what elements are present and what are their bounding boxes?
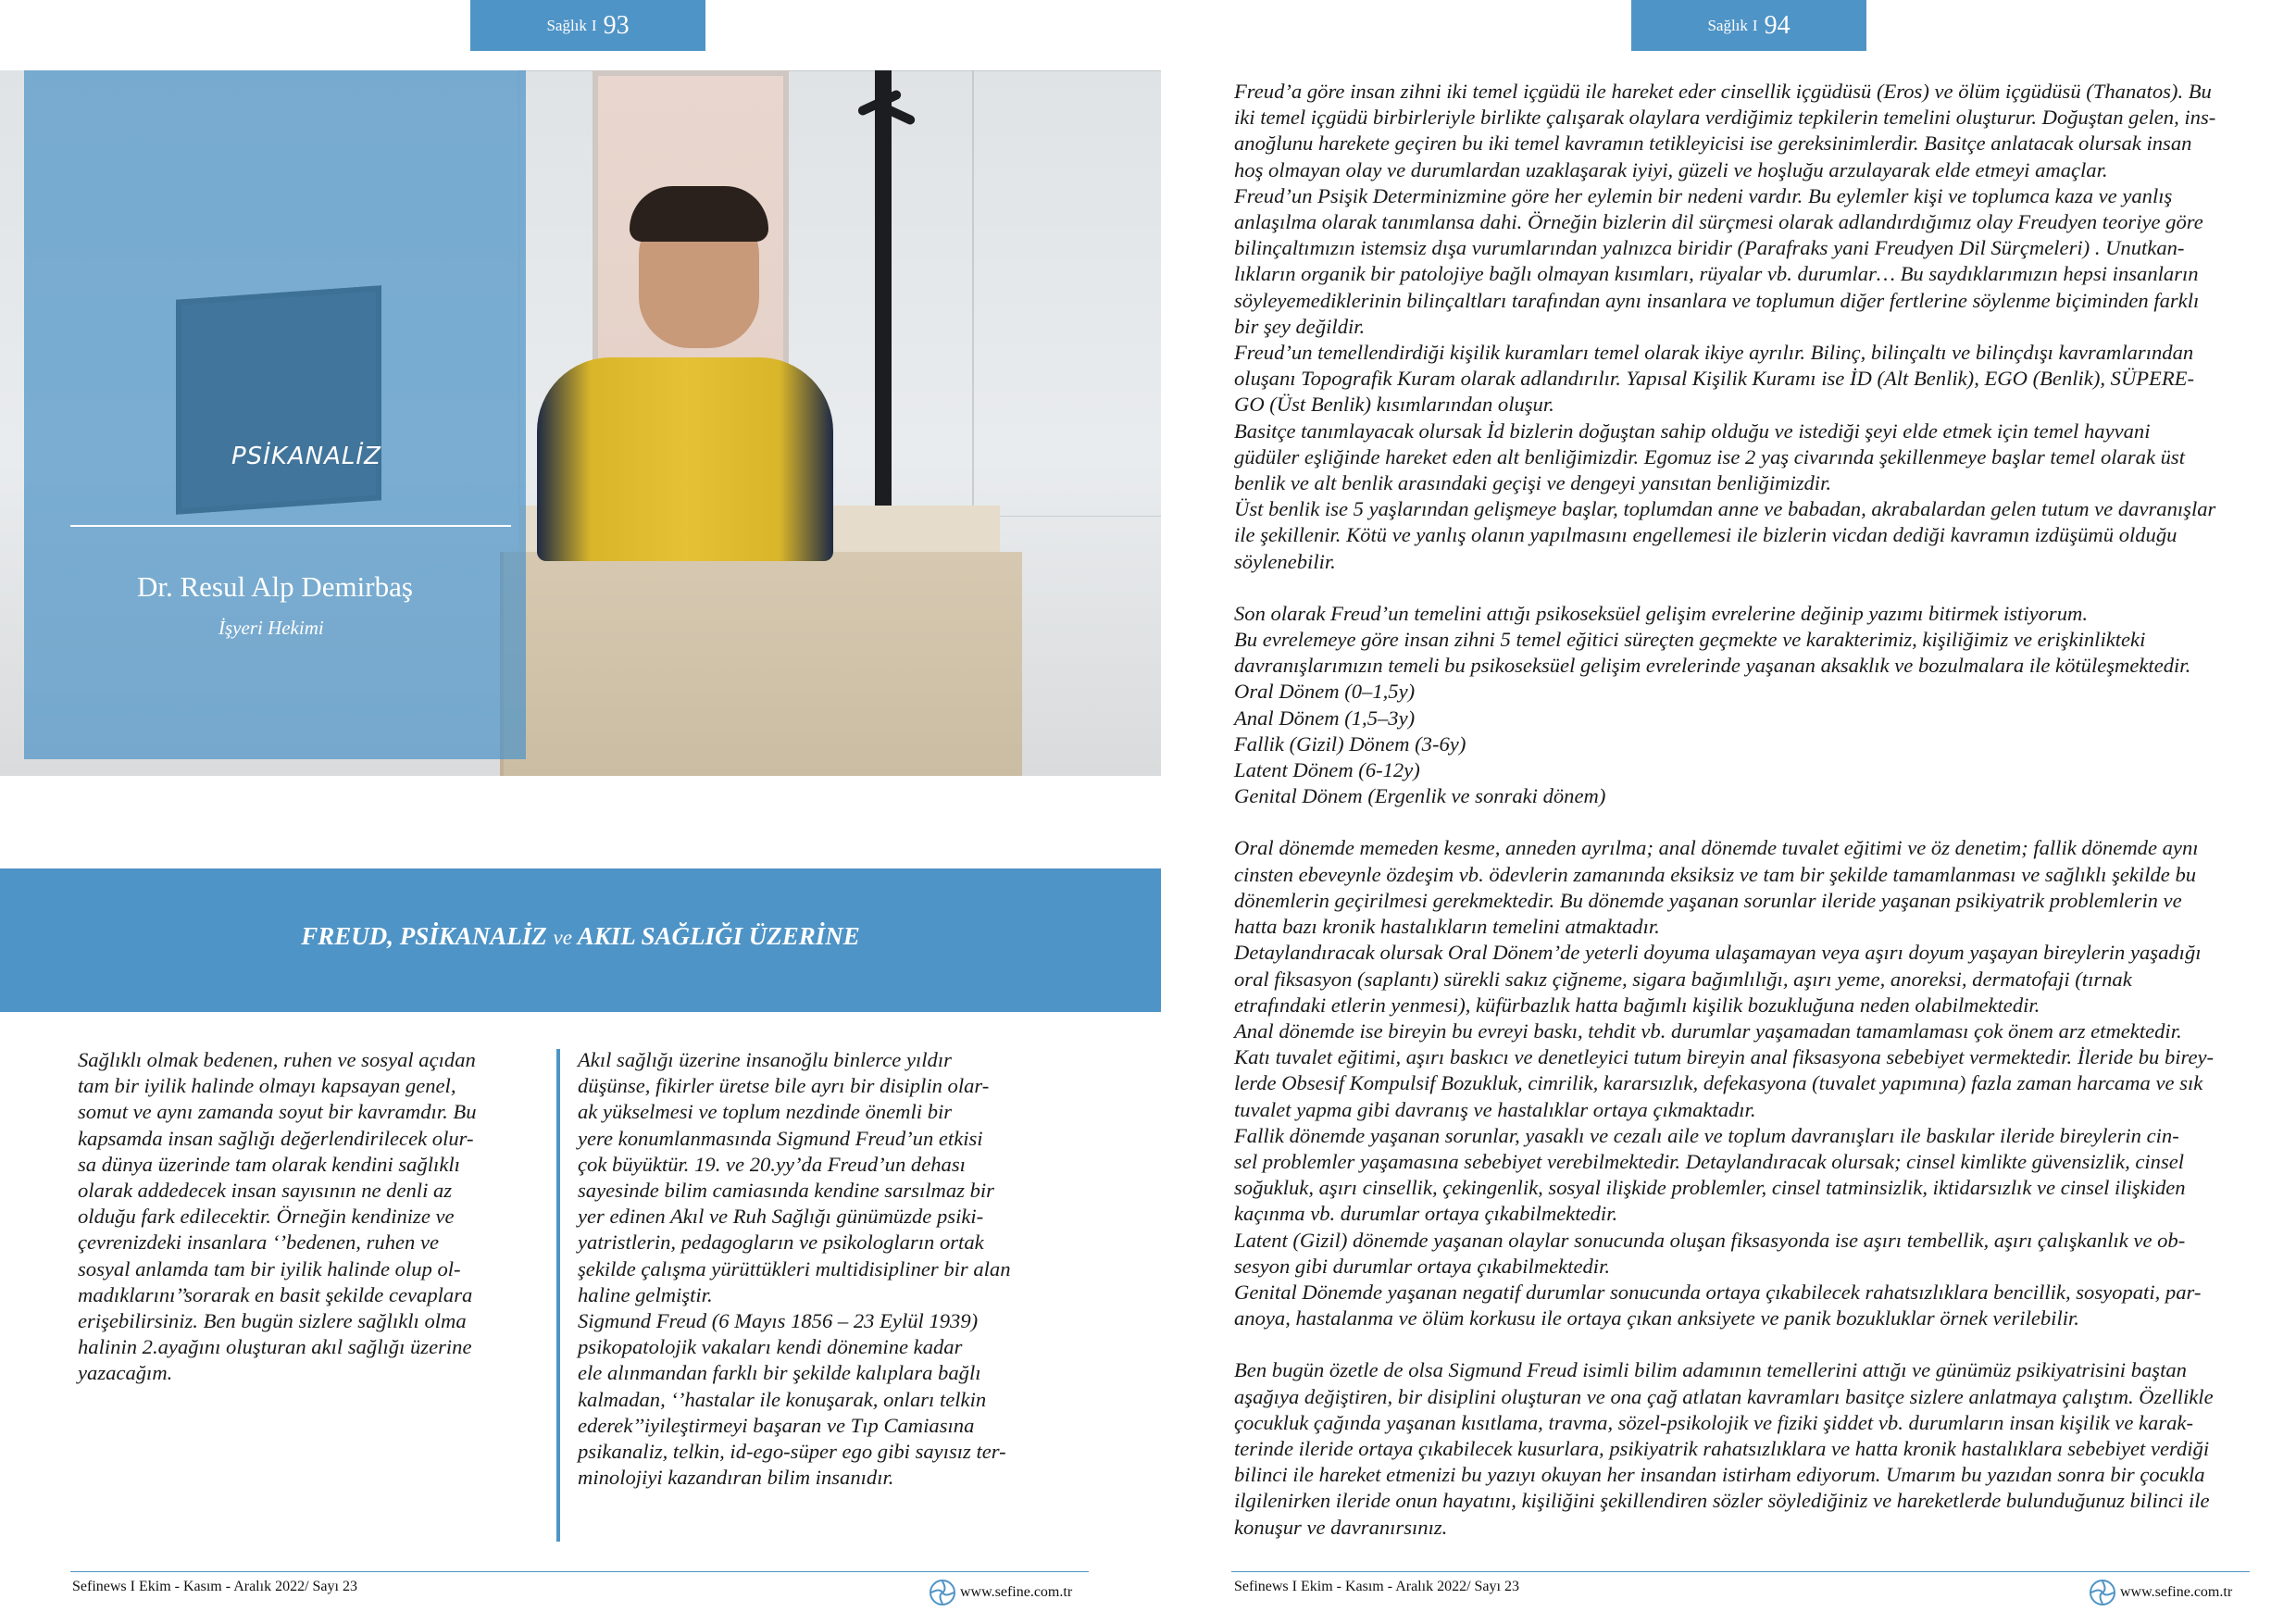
website-link[interactable]: www.sefine.com.tr xyxy=(2120,1584,2233,1600)
text-line: söyleyemediklerinin bilinçaltları tarafından aynı insanlara ve toplumun diğer fertlerine söylenme biçiminden farklı xyxy=(1234,288,2200,312)
body-column-3 xyxy=(1234,79,2252,1541)
text-line: kaçınma vb. durumlar ortaya çıkabilmektedir. xyxy=(1234,1202,1618,1226)
divider xyxy=(70,525,511,527)
text-line: Detaylandıracak olursak Oral Dönem’de yeterli doyuma ulaşamayan veya aşırı doyum yaşayan bireylerin yaşadığı xyxy=(1234,941,2202,965)
text-line: lerde Obsesif Kompulsif Bozukluk, cimrilik, kararsızlık, defekasyona (tuvalet yapımına) fazla zaman harcama ve sık xyxy=(1234,1071,2203,1095)
text-line: olduğu fark edilecektir. Örneğin kendinize ve xyxy=(78,1205,455,1229)
text-line: anlaşılma olarak tanımlansa dahi. Örneğin bizlerin dil sürçmesi olarak adlandırdığımız olay Freudyen teoriye göre xyxy=(1234,210,2203,234)
paragraph-gap xyxy=(1234,575,2252,601)
footer-url-right[interactable] xyxy=(2089,1579,2232,1606)
text-line: GO (Üst Benlik) kısımlarından oluşur. xyxy=(1234,393,1554,417)
text-line: ederek’’iyileştirmeyi başaran ve Tıp Camiasına xyxy=(578,1413,975,1437)
page-header-left xyxy=(470,0,705,51)
text-line: lıkların organik bir patolojiye bağlı olmayan kısımları, rüyalar vb. durumlar… Bu saydıklarımızın hepsi insanların xyxy=(1234,262,2199,286)
text-line: söylenebilir. xyxy=(1234,549,1336,573)
text-line: yere konumlanmasında Sigmund Freud’un etkisi xyxy=(578,1126,983,1150)
text-line: çocukluk çağında yaşanan kısıtlama, travma, sözel-psikolojik ve fiziki şiddet vb. durumların insan kişilik ve karak- xyxy=(1234,1410,2193,1434)
header-separator: I xyxy=(591,16,597,34)
page-number: 94 xyxy=(1764,10,1791,40)
footer-left xyxy=(72,1579,357,1595)
text-line: Anal Dönem (1,5–3y) xyxy=(1234,706,1416,730)
text-line: yatristlerin, pedagogların ve psikologların ortak xyxy=(578,1230,984,1255)
text-line: etrafındaki etlerin yenmesi), küfürbazlık hatta bağımlı kişilik bozukluğuna neden olabilmektedir. xyxy=(1234,993,2040,1017)
text-line: anoya, hastalanma ve ölüm korkusu ile ortaya çıkan anksiyete ve panik bozukluklar örnek verilebilir. xyxy=(1234,1306,2079,1330)
text-line: düşünse, fikirler üretse bile ayrı bir disiplin olar- xyxy=(578,1074,990,1098)
footer-right xyxy=(1234,1579,1519,1595)
text-line: Oral dönemde memeden kesme, anneden ayrılma; anal dönemde tuvalet eğitimi ve öz denetim; fallik dönemde aynı xyxy=(1234,836,2199,860)
footer-rule xyxy=(1231,1571,2250,1572)
text-line: Freud’un temellendirdiği kişilik kuramları temel olarak ikiye ayrılır. Bilinç, bilinçaltı ve bilinçdışı kavramlarından xyxy=(1234,341,2194,365)
sefine-logo-icon xyxy=(929,1579,956,1606)
text-line: hoş olmayan olay ve durumlardan uzaklaşarak iyiyi, güzeli ve hoşluğu arzulayarak elde etmeyi amaçlar. xyxy=(1234,157,2108,181)
text-line: Akıl sağlığı üzerine insanoğlu binlerce yıldır xyxy=(578,1048,952,1071)
text-line: ele alınmandan farklı bir şekilde kalıplara bağlı xyxy=(578,1361,981,1385)
page-header-right xyxy=(1631,0,1866,51)
text-line: Basitçe tanımlayacak olursak İd bizlerin doğuştan sahip olduğu ve istediği şeyi elde etmek için temel hayvani xyxy=(1234,418,2151,443)
text-line: madıklarını’’sorarak en basit şekilde cevaplara xyxy=(78,1282,473,1306)
person-body xyxy=(537,357,833,561)
text-line: şekilde çalışma yürüttükleri multidisipliner bir alan xyxy=(578,1256,1011,1280)
text-line: dönemlerin geçirilmesi gerekmektedir. Bu dönemde yaşanan sorunlar ileride yaşanan psikiyatrik problemlerin ve xyxy=(1234,888,2182,912)
text-line: benlik ve alt benlik arasındaki geçişi ve dengeyi yansıtan benliğimizdir. xyxy=(1234,471,1832,495)
column-divider xyxy=(556,1049,560,1542)
section-name: Sağlık xyxy=(546,16,587,34)
text-line: Bu evrelemeye göre insan zihni 5 temel eğitici süreçten geçmekte ve karakterimiz, kişiliğimiz ve erişkinlikteki xyxy=(1234,628,2146,652)
text-line: soğukluk, aşırı cinsellik, çekingenlik, sosyal ilişkide problemler, cinsel tatminsizlik, iktidarsızlık ve cinsel ilişkiden xyxy=(1234,1176,2186,1200)
text-line: Freud’a göre insan zihni iki temel içgüdü ile hareket eder cinsellik içgüdüsü (Eros) ve ölüm içgüdüsü (Thanatos). Bu xyxy=(1234,80,2212,103)
section-name: Sağlık xyxy=(1707,16,1748,34)
text-line: ak yükselmesi ve toplum nezdinde önemli bir xyxy=(578,1100,953,1124)
text-line: oluşanı Topografik Kuram olarak adlandırılır. Yapısal Kişilik Kuramı ise İD (Alt Benlik), EGO (Benlik), SÜPERE- xyxy=(1234,367,2194,391)
title-connector: ve xyxy=(553,926,572,949)
text-line: ilgilenirken ileride onun hayatını, kişiliğini şekillendiren sözler söylediğiniz ve hareketlerde bulunduğunuz bilinci ile xyxy=(1234,1489,2210,1513)
footer-separator: I xyxy=(130,1579,135,1594)
author-photo xyxy=(0,70,1161,776)
title-main: FREUD, PSİKANALİZ xyxy=(301,922,547,950)
paragraph-gap xyxy=(1234,1331,2252,1357)
body-column-1 xyxy=(78,1047,541,1387)
wall-tile xyxy=(972,70,1161,517)
text-line: kapsamda insan sağlığı değerlendirilecek olur- xyxy=(78,1126,474,1150)
text-line: Latent (Gizil) dönemde yaşanan olaylar sonucunda oluşan fiksasyonda ise aşırı tembellik, aşırı çalışkanlık ve ob- xyxy=(1234,1228,2186,1252)
author-title: İşyeri Hekimi xyxy=(218,617,324,639)
text-line: psikanaliz, telkin, id-ego-süper ego gibi sayısız ter- xyxy=(578,1440,1006,1464)
text-line: bir şey değildir. xyxy=(1234,314,1366,338)
person-hair xyxy=(630,186,768,242)
text-line: Fallik (Gizil) Dönem (3-6y) xyxy=(1234,731,1466,756)
title-banner xyxy=(0,868,1161,1012)
text-line: yer edinen Akıl ve Ruh Sağlığı günümüzde psiki- xyxy=(578,1205,984,1229)
text-line: Genital Dönemde yaşanan negatif durumlar sonucunda ortaya çıkabilecek rahatsızlıklara bencillik, sosyopati, par- xyxy=(1234,1280,2202,1304)
text-line: iki temel içgüdü birbirleriyle birlikte çalışarak olaylara verdiğimiz tepkilerin temelini oluşturur. Doğuştan gelen, ins- xyxy=(1234,106,2216,130)
text-line: minolojiyi kazandıran bilim insanıdır. xyxy=(578,1466,894,1490)
text-line: Anal dönemde ise bireyin bu evreyi baskı, tehdit vb. durumlar yaşamadan tamamlaması çok önem arz etmektedir. xyxy=(1234,1018,2182,1043)
text-line: anoğlunu harekete geçiren bu iki temel kavramın tetikleyicisi ise gereksinimlerdir. Basitçe anlatacak olursak insan xyxy=(1234,131,2192,156)
text-line: sa dünya üzerinde tam olarak kendini sağlıklı xyxy=(78,1152,460,1176)
text-line: Oral Dönem (0–1,5y) xyxy=(1234,680,1416,704)
text-line: Son olarak Freud’un temelini attığı psikoseksüel gelişim evrelerine değinip yazımı bitirmek istiyorum. xyxy=(1234,601,2088,625)
text-line: Sağlıklı olmak bedenen, ruhen ve sosyal açıdan xyxy=(78,1048,476,1071)
text-line: yazacağım. xyxy=(78,1361,173,1385)
text-line: bilinci ile hareket etmenizi bu yazıyı okuyan her insandan istirham ediyorum. Umarım bu yazıdan sonra bir çocukla xyxy=(1234,1463,2205,1487)
text-line: tuvalet yapma gibi davranış ve hastalıklar ortaya çıkmaktadır. xyxy=(1234,1097,1756,1121)
text-line: ile şekillenir. Kötü ve yanlış olanın yapılmasını engellemesi ile bizlerin vicdan dediği kavramın izdüşümü olduğu xyxy=(1234,523,2177,547)
text-line: Fallik dönemde yaşanan sorunlar, yasaklı ve cezalı aile ve toplum davranışları ile baskılar ileride bireylerin cin- xyxy=(1234,1123,2179,1147)
text-line: Freud’un Psişik Determinizmine göre her eylemin bir nedeni vardır. Bu eylemler kişi ve toplumca kaza ve yanlış xyxy=(1234,183,2173,207)
header-separator: I xyxy=(1752,16,1758,34)
issue-info: Ekim - Kasım - Aralık 2022/ Sayı 23 xyxy=(138,1579,357,1594)
paragraph-gap xyxy=(1234,809,2252,835)
text-line: sesyon gibi durumlar ortaya çıkabilmektedir. xyxy=(1234,1254,1611,1278)
text-line: halinin 2.ayağını oluşturan akıl sağlığı üzerine xyxy=(78,1335,472,1359)
footer-rule xyxy=(70,1571,1089,1572)
text-line: psikopatolojik vakaları kendi dönemine kadar xyxy=(578,1335,963,1359)
text-line: sosyal anlamda tam bir iyilik halinde olup ol- xyxy=(78,1256,461,1280)
author-name: Dr. Resul Alp Demirbaş xyxy=(137,570,413,603)
text-line: oral fiksasyon (saplantı) sürekli sakız çiğneme, sigara bağımlılığı, aşırı yeme, anoreksi, dermatofaji (tırnak xyxy=(1234,967,2132,991)
text-line: çevrenizdeki insanlara ‘’bedenen, ruhen ve xyxy=(78,1230,440,1255)
text-line: konuşur ve davranırsınız. xyxy=(1234,1515,1448,1539)
text-line: tam bir iyilik halinde olmayı kapsayan genel, xyxy=(78,1074,456,1098)
section-label: PSİKANALİZ xyxy=(231,443,381,470)
body-column-2 xyxy=(578,1047,1078,1491)
footer-separator: I xyxy=(1292,1579,1297,1594)
title-rest: AKIL SAĞLIĞI ÜZERİNE xyxy=(577,922,860,950)
issue-info: Ekim - Kasım - Aralık 2022/ Sayı 23 xyxy=(1300,1579,1519,1594)
sefine-logo-icon xyxy=(2089,1579,2116,1606)
text-line: Katı tuvalet eğitimi, aşırı baskıcı ve denetleyici tutum bireyin anal fiksasyona sebebiyet vermektedir. İleride bu birey- xyxy=(1234,1045,2215,1069)
text-line: çok büyüktür. 19. ve 20.yy’da Freud’un dehası xyxy=(578,1152,966,1176)
text-line: Sigmund Freud (6 Mayıs 1856 – 23 Eylül 1939) xyxy=(578,1309,979,1333)
text-line: Latent Dönem (6-12y) xyxy=(1234,758,1420,782)
text-line: somut ve aynı zamanda soyut bir kavramdır. Bu xyxy=(78,1100,477,1124)
text-line: olarak addedecek insan sayısının ne denli az xyxy=(78,1179,453,1203)
website-link[interactable]: www.sefine.com.tr xyxy=(960,1584,1073,1600)
text-line: davranışlarımızın temeli bu psikoseksüel gelişim evrelerinde yaşanan aksaklık ve bozulmalara ile kötüleşmektedir. xyxy=(1234,654,2191,678)
magazine-name: Sefinews xyxy=(72,1579,127,1594)
magazine-name: Sefinews xyxy=(1234,1579,1289,1594)
text-line: Ben bugün özetle de olsa Sigmund Freud isimli bilim adamının temellerini attığı ve günümüz psikiyatrisini baştan xyxy=(1234,1358,2187,1382)
page-number: 93 xyxy=(603,10,630,40)
blue-overlay xyxy=(24,70,526,759)
text-line: erişebilirsiniz. Ben bugün sizlere sağlıklı olma xyxy=(78,1309,467,1333)
article-title xyxy=(0,922,1161,951)
text-line: sel problemler yaşamasına sebebiyet verebilmektedir. Detaylandıracak olursak; cinsel kimlikte güvensizlik, cinsel xyxy=(1234,1149,2185,1173)
coat-hanger xyxy=(875,70,892,506)
text-line: sayesinde bilim camiasında kendine sarsılmaz bir xyxy=(578,1179,994,1203)
text-line: bilinçaltımızın istemsiz dışa vurumlarından yalnızca biridir (Parafraks yani Freudyen Dil Sürçmeleri) . Unutkan- xyxy=(1234,236,2185,260)
text-line: güdüler eşliğinde hareket eden alt benliğimizdir. Egomuz ise 2 yaş civarında şekillenmeye başlar temel olarak üst xyxy=(1234,444,2185,468)
text-line: terinde ileride ortaya çıkabilecek kusurlara, psikiyatrik rahatsızlıklara ve hatta kronik hastalıklara sebebiyet verdiği xyxy=(1234,1436,2210,1460)
text-line: Genital Dönem (Ergenlik ve sonraki dönem) xyxy=(1234,784,1606,808)
text-line: aşağıya değiştiren, bir disiplini oluşturan ve ona çağ atlatan kavramları basitçe sizlere anlatmaya çalıştım. Özellikle xyxy=(1234,1384,2214,1408)
text-line: Üst benlik ise 5 yaşlarından gelişmeye başlar, toplumdan anne ve babadan, akrabalardan gelen tutum ve davranışlar xyxy=(1234,497,2216,521)
text-line: kalmadan, ‘’hastalar ile konuşarak, onları telkin xyxy=(578,1387,987,1411)
text-line: haline gelmiştir. xyxy=(578,1282,713,1306)
desk-front xyxy=(500,552,1022,776)
text-line: hatta bazı kronik hastalıkların temelini atmaktadır. xyxy=(1234,915,1660,939)
footer-url-left[interactable] xyxy=(929,1579,1072,1606)
text-line: cinsten ebeveynle özdeşim vb. ödevlerin zamanında eksiksiz ve tam bir şekilde tamamlanması ve sağlıklı şekilde bu xyxy=(1234,862,2197,886)
